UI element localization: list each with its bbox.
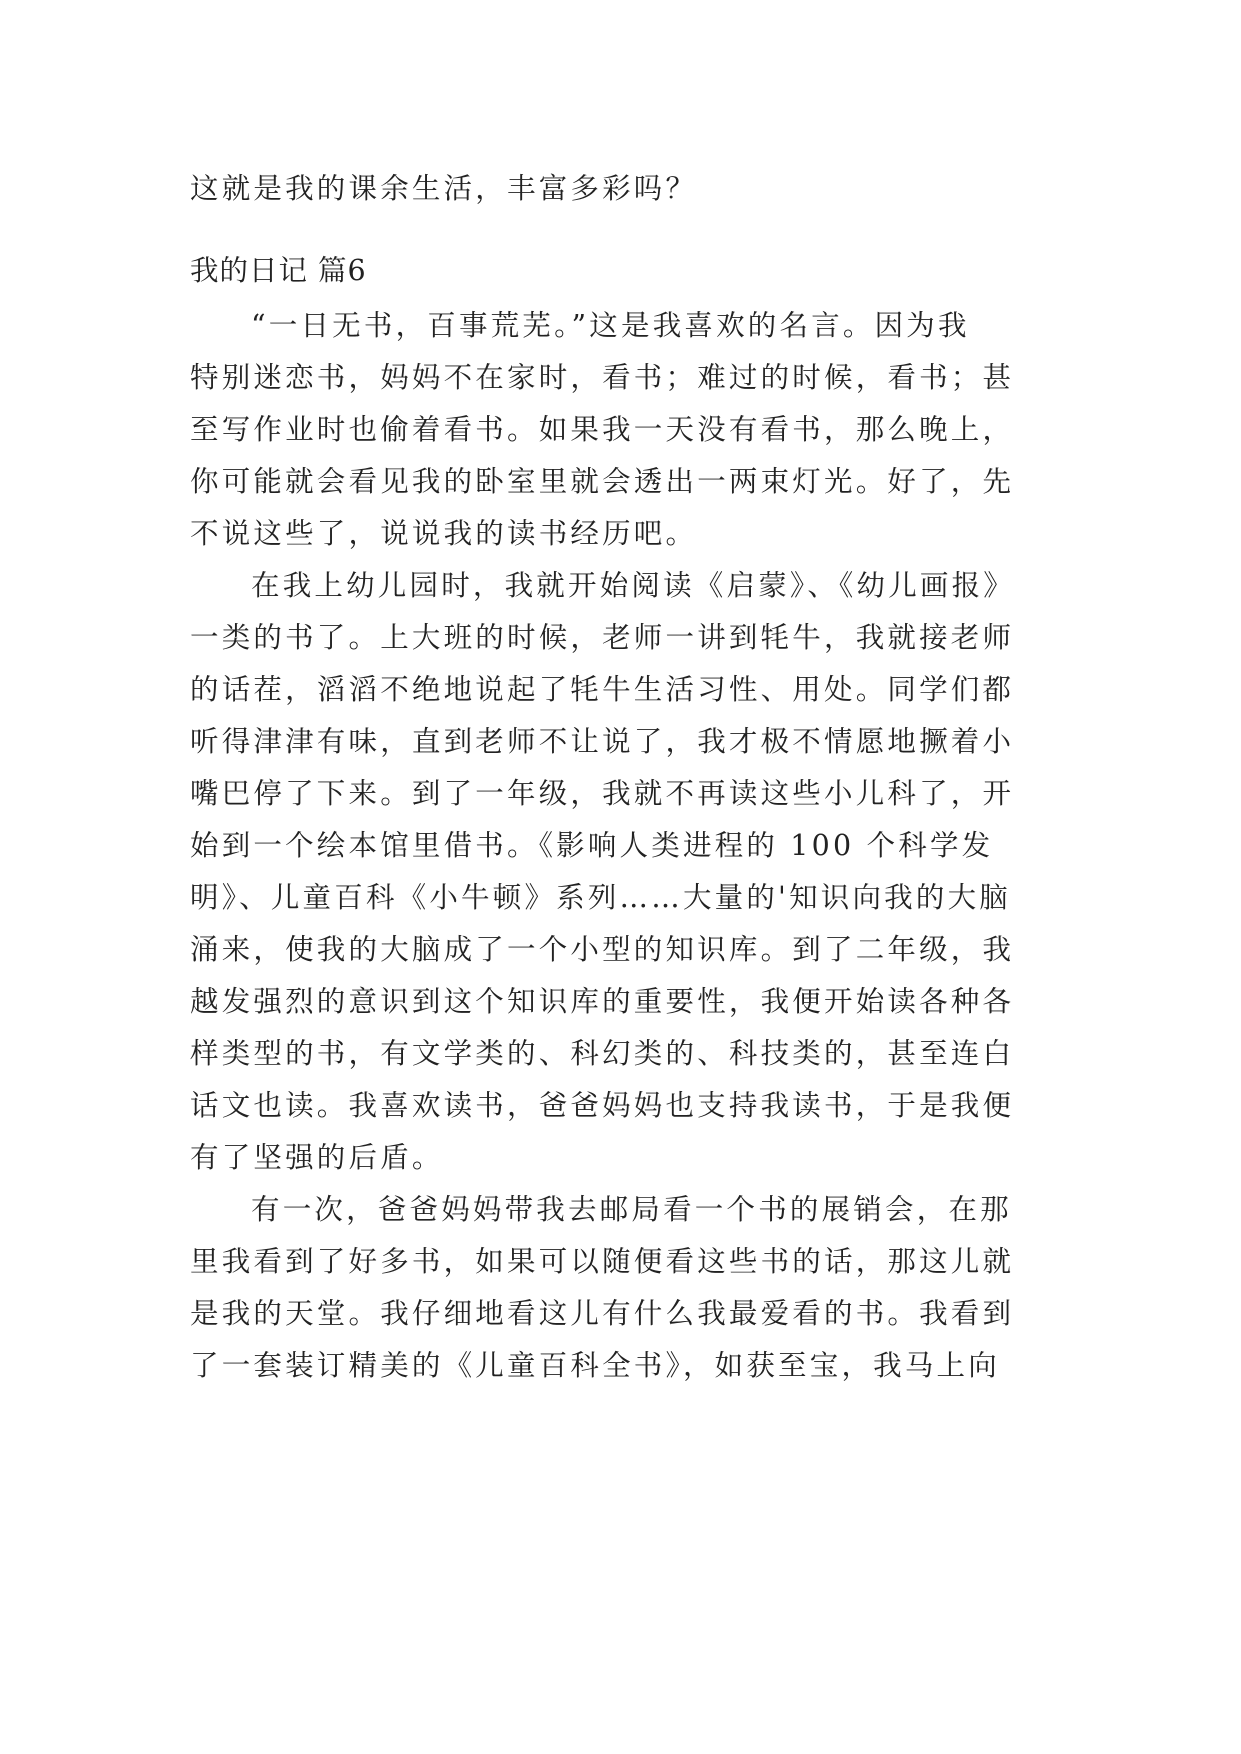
paragraph-2-line-3: 的话茬，滔滔不绝地说起了牦牛生活习性、用处。同学们都 <box>190 673 1015 706</box>
paragraph-1-line-3: 至写作业时也偷着看书。如果我一天没有看书，那么晚上， <box>190 413 1015 446</box>
paragraph-2-line-6: 始到一个绘本馆里借书。《影响人类进程的 100 个科学发 <box>190 829 994 862</box>
paragraph-1-line-2: 特别迷恋书，妈妈不在家时，看书；难过的时候，看书；甚 <box>190 361 1015 394</box>
paragraph-2-line-8: 涌来，使我的大脑成了一个小型的知识库。到了二年级，我 <box>190 933 1015 966</box>
intro-line: 这就是我的课余生活，丰富多彩吗？ <box>190 172 698 205</box>
section-title: 我的日记 篇6 <box>190 254 367 287</box>
paragraph-1-line-4: 你可能就会看见我的卧室里就会透出一两束灯光。好了，先 <box>190 465 1015 498</box>
paragraph-2-line-7: 明》、儿童百科《小牛顿》系列……大量的'知识向我的大脑 <box>190 881 1011 914</box>
paragraph-1-line-1: “一日无书，百事荒芜。”这是我喜欢的名言。因为我 <box>251 309 970 342</box>
paragraph-3-line-3: 是我的天堂。我仔细地看这儿有什么我最爱看的书。我看到 <box>190 1297 1015 1330</box>
paragraph-2-line-1: 在我上幼儿园时，我就开始阅读《启蒙》、《幼儿画报》 <box>251 569 1016 602</box>
paragraph-2-line-4: 听得津津有味，直到老师不让说了，我才极不情愿地撅着小 <box>190 725 1015 758</box>
paragraph-1-line-5: 不说这些了，说说我的读书经历吧。 <box>190 517 698 550</box>
paragraph-3-line-4: 了一套装订精美的《儿童百科全书》，如获至宝，我马上向 <box>190 1349 1000 1382</box>
paragraph-2-line-12: 有了坚强的后盾。 <box>190 1141 444 1174</box>
paragraph-2-line-10: 样类型的书，有文学类的、科幻类的、科技类的，甚至连白 <box>190 1037 1015 1070</box>
paragraph-3-line-2: 里我看到了好多书，如果可以随便看这些书的话，那这儿就 <box>190 1245 1015 1278</box>
paragraph-2-line-5: 嘴巴停了下来。到了一年级，我就不再读这些小儿科了，开 <box>190 777 1015 810</box>
paragraph-2-line-9: 越发强烈的意识到这个知识库的重要性，我便开始读各种各 <box>190 985 1015 1018</box>
paragraph-3-line-1: 有一次，爸爸妈妈带我去邮局看一个书的展销会，在那 <box>251 1193 1012 1226</box>
paragraph-2-line-11: 话文也读。我喜欢读书，爸爸妈妈也支持我读书，于是我便 <box>190 1089 1015 1122</box>
paragraph-2-line-2: 一类的书了。上大班的时候，老师一讲到牦牛，我就接老师 <box>190 621 1015 654</box>
